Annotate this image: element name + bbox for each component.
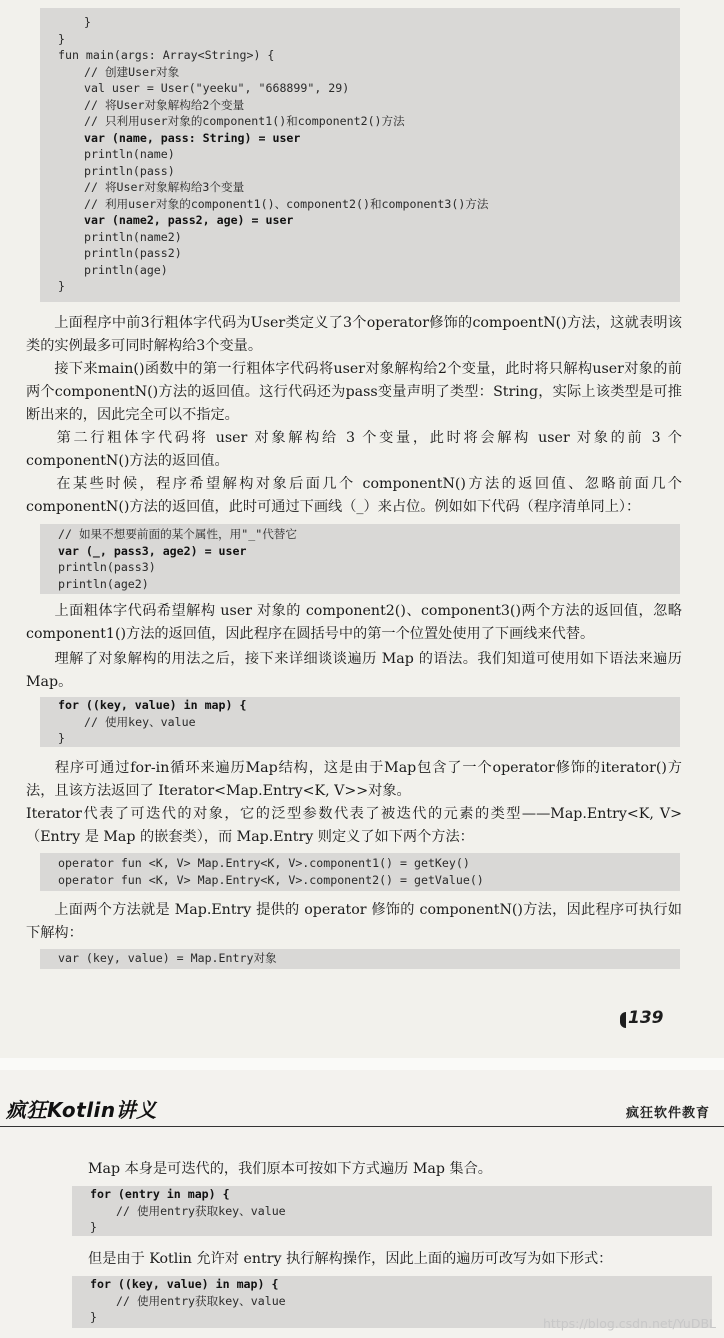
watermark: https://blog.csdn.net/YuDBL — [543, 1316, 716, 1331]
paragraph-map-traversal: 理解了对象解构的用法之后，接下来详细谈谈遍历 Map 的语法。我们知道可使用如下语法来遍历 Map。 — [26, 651, 682, 690]
code-line: var (key, value) = Map.Entry对象 — [58, 951, 277, 965]
code-line: for (entry in map) { — [90, 1187, 230, 1201]
code-line: println(pass3) — [58, 560, 156, 574]
code-line: println(pass) — [84, 163, 175, 178]
code-line: println(age2) — [58, 576, 149, 591]
page-header — [0, 1090, 724, 1130]
paragraph-underscore: 在某些时候，程序希望解构对象后面几个 componentN()方法的返回值、忽略前面几个componentN()方法的返回值，此时可通过下画线（_）来占位。例如如下代码（程序清单同上）： — [26, 476, 682, 515]
page-number: 139 — [628, 1008, 664, 1028]
code-line: } — [58, 731, 65, 745]
code-line: // 使用entry获取key、value — [116, 1203, 286, 1218]
code-line: } — [58, 31, 65, 46]
code-line: // 创建User对象 — [84, 64, 180, 79]
code-line: println(age) — [84, 262, 168, 277]
code-line: val user = User("yeeku", "668899", 29) — [84, 81, 350, 95]
paragraph-entry-destructure: 但是由于 Kotlin 允许对 entry 执行解构操作，因此上面的遍历可改写为如下形式： — [88, 1251, 613, 1267]
code-line: // 利用user对象的component1()、component2()和component3()方法 — [84, 196, 489, 211]
code-line: println(name) — [84, 147, 175, 161]
code-line: var (name, pass: String) = user — [84, 130, 301, 145]
code-line: operator fun <K, V> Map.Entry<K, V>.component2() = getValue() — [58, 872, 484, 887]
book-brand: 疯狂Kotlin讲义 — [6, 1098, 157, 1122]
code-line: } — [58, 279, 65, 293]
paragraph-underscore-explained: 上面粗体字代码希望解构 user 对象的 component2()、component3()两个方法的返回值，忽略 component1()方法的返回值，因此程序在圆括号中的第一个位置处使用了下画线来代替。 — [26, 603, 682, 642]
code-block-main — [40, 8, 680, 302]
paragraph-second-bold-line: 第二行粗体字代码将 user 对象解构给 3 个变量，此时将会解构 user 对象的前 3 个componentN()方法的返回值。 — [26, 430, 682, 469]
code-line: // 将User对象解构给2个变量 — [84, 97, 245, 112]
code-line: operator fun <K, V> Map.Entry<K, V>.component1() = getKey() — [58, 856, 470, 870]
page-gap — [0, 1058, 724, 1070]
header-rule — [0, 1126, 724, 1127]
code-block-map-for — [40, 697, 680, 747]
paragraph-operator-component: 上面程序中前3行粗体字代码为User类定义了3个operator修饰的compoentN()方法，这就表明该类的实例最多可同时解构给3个变量。 — [26, 315, 682, 354]
code-line: } — [84, 15, 91, 29]
code-line: var (name2, pass2, age) = user — [84, 213, 294, 227]
publisher-name: 疯狂软件教育 — [625, 1106, 710, 1121]
paragraph-map-entry: Iterator代表了可迭代的对象，它的泛型参数代表了被迭代的元素的类型——Map.Entry<K, V>（Entry 是 Map 的嵌套类），而 Map.Entry 则定义了如下两个方法： — [26, 806, 682, 845]
code-line: } — [90, 1220, 97, 1234]
paragraph-iterator: 程序可通过for-in循环来遍历Map结构，这是由于Map包含了一个operator修饰的iterator()方法，且该方法返回了 Iterator<Map.Entry<K, V>>对象。 — [26, 760, 682, 799]
code-line: println(name2) — [84, 229, 182, 244]
code-line: // 将User对象解构给3个变量 — [84, 180, 245, 194]
page-number-mark — [620, 1012, 626, 1028]
paragraph-map-iterable: Map 本身是可迭代的，我们原本可按如下方式遍历 Map 集合。 — [88, 1161, 492, 1177]
code-line: // 使用entry获取key、value — [116, 1293, 286, 1308]
code-block-entry-loop — [72, 1186, 712, 1236]
code-line: var (_, pass3, age2) = user — [58, 543, 247, 558]
code-line: // 如果不想要前面的某个属性，用"_"代替它 — [58, 527, 297, 541]
code-line: fun main(args: Array<String>) { — [58, 48, 275, 62]
code-line: // 只利用user对象的component1()和component2()方法 — [84, 114, 405, 128]
code-block-underscore — [40, 524, 680, 594]
code-block-destructure-entry — [40, 949, 680, 969]
paragraph-first-bold-line: 接下来main()函数中的第一行粗体字代码将user对象解构给2个变量，此时将只解构user对象的前两个componentN()方法的返回值。这行代码还为pass变量声明了类型：String，实际上该类型是可推断出来的，因此完全可以不指定。 — [26, 361, 682, 423]
paragraph-map-entry-component: 上面两个方法就是 Map.Entry 提供的 operator 修饰的 componentN()方法，因此程序可执行如下解构： — [26, 902, 682, 941]
code-line: for ((key, value) in map) { — [58, 698, 247, 712]
code-line: // 使用key、value — [84, 714, 196, 729]
code-line: println(pass2) — [84, 246, 182, 260]
code-block-component-ops — [40, 853, 680, 891]
code-line: } — [90, 1310, 97, 1324]
code-line: for ((key, value) in map) { — [90, 1277, 279, 1291]
